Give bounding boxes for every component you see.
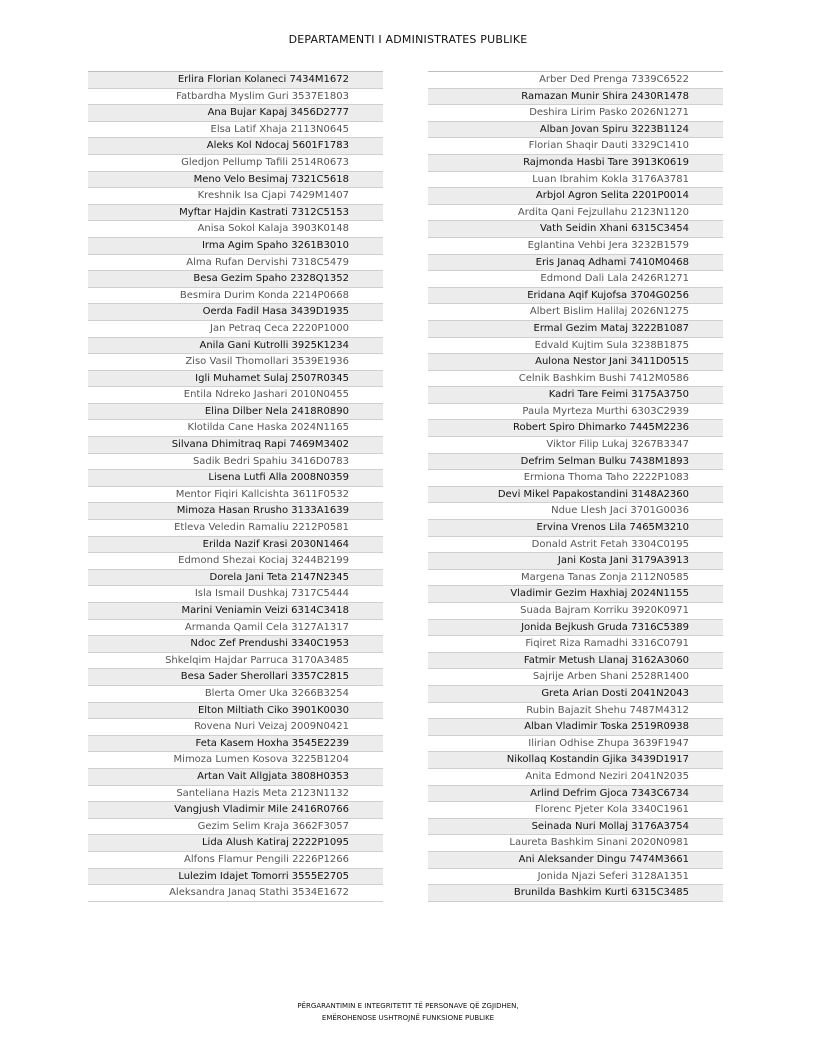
footer-line-1: PËRGARANTIMIN E INTEGRITETIT TË PERSONAVE QË ZGJIDHEN,	[297, 1002, 519, 1010]
list-item: Armanda Qamil Cela 3127A1317	[88, 620, 383, 637]
list-item: Jonida Bejkush Gruda 7316C5389	[428, 620, 723, 637]
list-item: Paula Myrteza Murthi 6303C2939	[428, 404, 723, 421]
list-item: Seinada Nuri Mollaj 3176A3754	[428, 819, 723, 836]
list-item: Elsa Latif Xhaja 2113N0645	[88, 122, 383, 139]
list-item: Silvana Dhimitraq Rapi 7469M3402	[88, 437, 383, 454]
list-item: Alban Jovan Spiru 3223B1124	[428, 122, 723, 139]
list-item: Eglantina Vehbi Jera 3232B1579	[428, 238, 723, 255]
list-item: Edvald Kujtim Sula 3238B1875	[428, 338, 723, 355]
list-item: Alma Rufan Dervishi 7318C5479	[88, 255, 383, 272]
list-item: Arlind Defrim Gjoca 7343C6734	[428, 786, 723, 803]
list-item: Eridana Aqif Kujofsa 3704G0256	[428, 288, 723, 305]
list-item: Myftar Hajdin Kastrati 7312C5153	[88, 205, 383, 222]
list-item: Aleksandra Janaq Stathi 3534E1672	[88, 885, 383, 902]
list-item: Aleks Kol Ndocaj 5601F1783	[88, 138, 383, 155]
list-item: Kadri Tare Feimi 3175A3750	[428, 387, 723, 404]
page-title: DEPARTAMENTI I ADMINISTRATES PUBLIKE	[288, 33, 528, 46]
list-item: Deshira Lirim Pasko 2026N1271	[428, 105, 723, 122]
list-item: Vath Seidin Xhani 6315C3454	[428, 221, 723, 238]
list-item: Vladimir Gezim Haxhiaj 2024N1155	[428, 586, 723, 603]
list-item: Anisa Sokol Kalaja 3903K0148	[88, 221, 383, 238]
list-item: Mimoza Hasan Rrusho 3133A1639	[88, 503, 383, 520]
list-item: Sadik Bedri Spahiu 3416D0783	[88, 454, 383, 471]
list-item: Ndoc Zef Prendushi 3340C1953	[88, 636, 383, 653]
footer-line-2: EMËROHENOSE USHTROJNË FUNKSIONE PUBLIKE	[321, 1014, 495, 1022]
list-item: Rubin Bajazit Shehu 7487M4312	[428, 703, 723, 720]
list-item: Gezim Selim Kraja 3662F3057	[88, 819, 383, 836]
right-name-list	[428, 71, 723, 902]
list-item: Ermiona Thoma Taho 2222P1083	[428, 470, 723, 487]
list-item: Fatbardha Myslim Guri 3537E1803	[88, 89, 383, 106]
list-item: Robert Spiro Dhimarko 7445M2236	[428, 420, 723, 437]
list-item: Oerda Fadil Hasa 3439D1935	[88, 304, 383, 321]
list-item: Meno Velo Besimaj 7321C5618	[88, 172, 383, 189]
list-item: Devi Mikel Papakostandini 3148A2360	[428, 487, 723, 504]
list-item: Jani Kosta Jani 3179A3913	[428, 553, 723, 570]
list-item: Marini Veniamin Veizi 6314C3418	[88, 603, 383, 620]
list-item: Defrim Selman Bulku 7438M1893	[428, 454, 723, 471]
list-item: Edmond Dali Lala 2426R1271	[428, 271, 723, 288]
list-item: Arber Ded Prenga 7339C6522	[428, 72, 723, 89]
list-item: Arbjol Agron Selita 2201P0014	[428, 188, 723, 205]
list-item: Erlira Florian Kolaneci 7434M1672	[88, 72, 383, 89]
list-item: Florenc Pjeter Kola 3340C1961	[428, 802, 723, 819]
list-item: Aulona Nestor Jani 3411D0515	[428, 354, 723, 371]
list-item: Etleva Veledin Ramaliu 2212P0581	[88, 520, 383, 537]
list-item: Rovena Nuri Veizaj 2009N0421	[88, 719, 383, 736]
list-item: Alban Vladimir Toska 2519R0938	[428, 719, 723, 736]
list-item: Kreshnik Isa Cjapi 7429M1407	[88, 188, 383, 205]
list-item: Ani Aleksander Dingu 7474M3661	[428, 852, 723, 869]
list-item: Igli Muhamet Sulaj 2507R0345	[88, 371, 383, 388]
list-item: Ervina Vrenos Lila 7465M3210	[428, 520, 723, 537]
list-item: Anita Edmond Neziri 2041N2035	[428, 769, 723, 786]
list-item: Mentor Fiqiri Kallcishta 3611F0532	[88, 487, 383, 504]
list-item: Isla Ismail Dushkaj 7317C5444	[88, 586, 383, 603]
list-item: Laureta Bashkim Sinani 2020N0981	[428, 835, 723, 852]
list-item: Ndue Llesh Jaci 3701G0036	[428, 503, 723, 520]
list-item: Ilirian Odhise Zhupa 3639F1947	[428, 736, 723, 753]
list-item: Albert Bislim Halilaj 2026N1275	[428, 304, 723, 321]
list-item: Santeliana Hazis Meta 2123N1132	[88, 786, 383, 803]
list-item: Besmira Durim Konda 2214P0668	[88, 288, 383, 305]
list-item: Ana Bujar Kapaj 3456D2777	[88, 105, 383, 122]
list-item: Alfons Flamur Pengili 2226P1266	[88, 852, 383, 869]
list-item: Dorela Jani Teta 2147N2345	[88, 570, 383, 587]
list-item: Suada Bajram Korriku 3920K0971	[428, 603, 723, 620]
list-item: Besa Sader Sherollari 3357C2815	[88, 669, 383, 686]
list-item: Fatmir Metush Llanaj 3162A3060	[428, 653, 723, 670]
list-item: Lulezim Idajet Tomorri 3555E2705	[88, 869, 383, 886]
list-item: Greta Arian Dosti 2041N2043	[428, 686, 723, 703]
left-name-list	[88, 71, 383, 902]
list-item: Feta Kasem Hoxha 3545E2239	[88, 736, 383, 753]
list-item: Florian Shaqir Dauti 3329C1410	[428, 138, 723, 155]
list-item: Celnik Bashkim Bushi 7412M0586	[428, 371, 723, 388]
list-item: Artan Vait Allgjata 3808H0353	[88, 769, 383, 786]
list-item: Lisena Lutfi Alla 2008N0359	[88, 470, 383, 487]
list-item: Nikollaq Kostandin Gjika 3439D1917	[428, 752, 723, 769]
list-item: Edmond Shezai Kociaj 3244B2199	[88, 553, 383, 570]
list-item: Anila Gani Kutrolli 3925K1234	[88, 338, 383, 355]
list-item: Irma Agim Spaho 3261B3010	[88, 238, 383, 255]
list-item: Ermal Gezim Mataj 3222B1087	[428, 321, 723, 338]
list-item: Ramazan Munir Shira 2430R1478	[428, 89, 723, 106]
list-item: Gledjon Pellump Tafili 2514R0673	[88, 155, 383, 172]
list-item: Klotilda Cane Haska 2024N1165	[88, 420, 383, 437]
list-item: Eris Janaq Adhami 7410M0468	[428, 255, 723, 272]
list-item: Blerta Omer Uka 3266B3254	[88, 686, 383, 703]
list-item: Jan Petraq Ceca 2220P1000	[88, 321, 383, 338]
list-item: Mimoza Lumen Kosova 3225B1204	[88, 752, 383, 769]
list-item: Besa Gezim Spaho 2328Q1352	[88, 271, 383, 288]
list-item: Erilda Nazif Krasi 2030N1464	[88, 537, 383, 554]
list-item: Elina Dilber Nela 2418R0890	[88, 404, 383, 421]
list-item: Jonida Njazi Seferi 3128A1351	[428, 869, 723, 886]
list-item: Viktor Filip Lukaj 3267B3347	[428, 437, 723, 454]
list-item: Sajrije Arben Shani 2528R1400	[428, 669, 723, 686]
list-item: Ardita Qani Fejzullahu 2123N1120	[428, 205, 723, 222]
list-item: Shkelqim Hajdar Parruca 3170A3485	[88, 653, 383, 670]
page-footer	[0, 1000, 816, 1024]
list-item: Entila Ndreko Jashari 2010N0455	[88, 387, 383, 404]
list-item: Elton Miltiath Ciko 3901K0030	[88, 703, 383, 720]
list-item: Luan Ibrahim Kokla 3176A3781	[428, 172, 723, 189]
list-item: Vangjush Vladimir Mile 2416R0766	[88, 802, 383, 819]
list-item: Margena Tanas Zonja 2112N0585	[428, 570, 723, 587]
list-item: Rajmonda Hasbi Tare 3913K0619	[428, 155, 723, 172]
list-item: Ziso Vasil Thomollari 3539E1936	[88, 354, 383, 371]
list-item: Fiqiret Riza Ramadhi 3316C0791	[428, 636, 723, 653]
list-item: Donald Astrit Fetah 3304C0195	[428, 537, 723, 554]
list-item: Brunilda Bashkim Kurti 6315C3485	[428, 885, 723, 902]
list-item: Lida Alush Katiraj 2222P1095	[88, 835, 383, 852]
